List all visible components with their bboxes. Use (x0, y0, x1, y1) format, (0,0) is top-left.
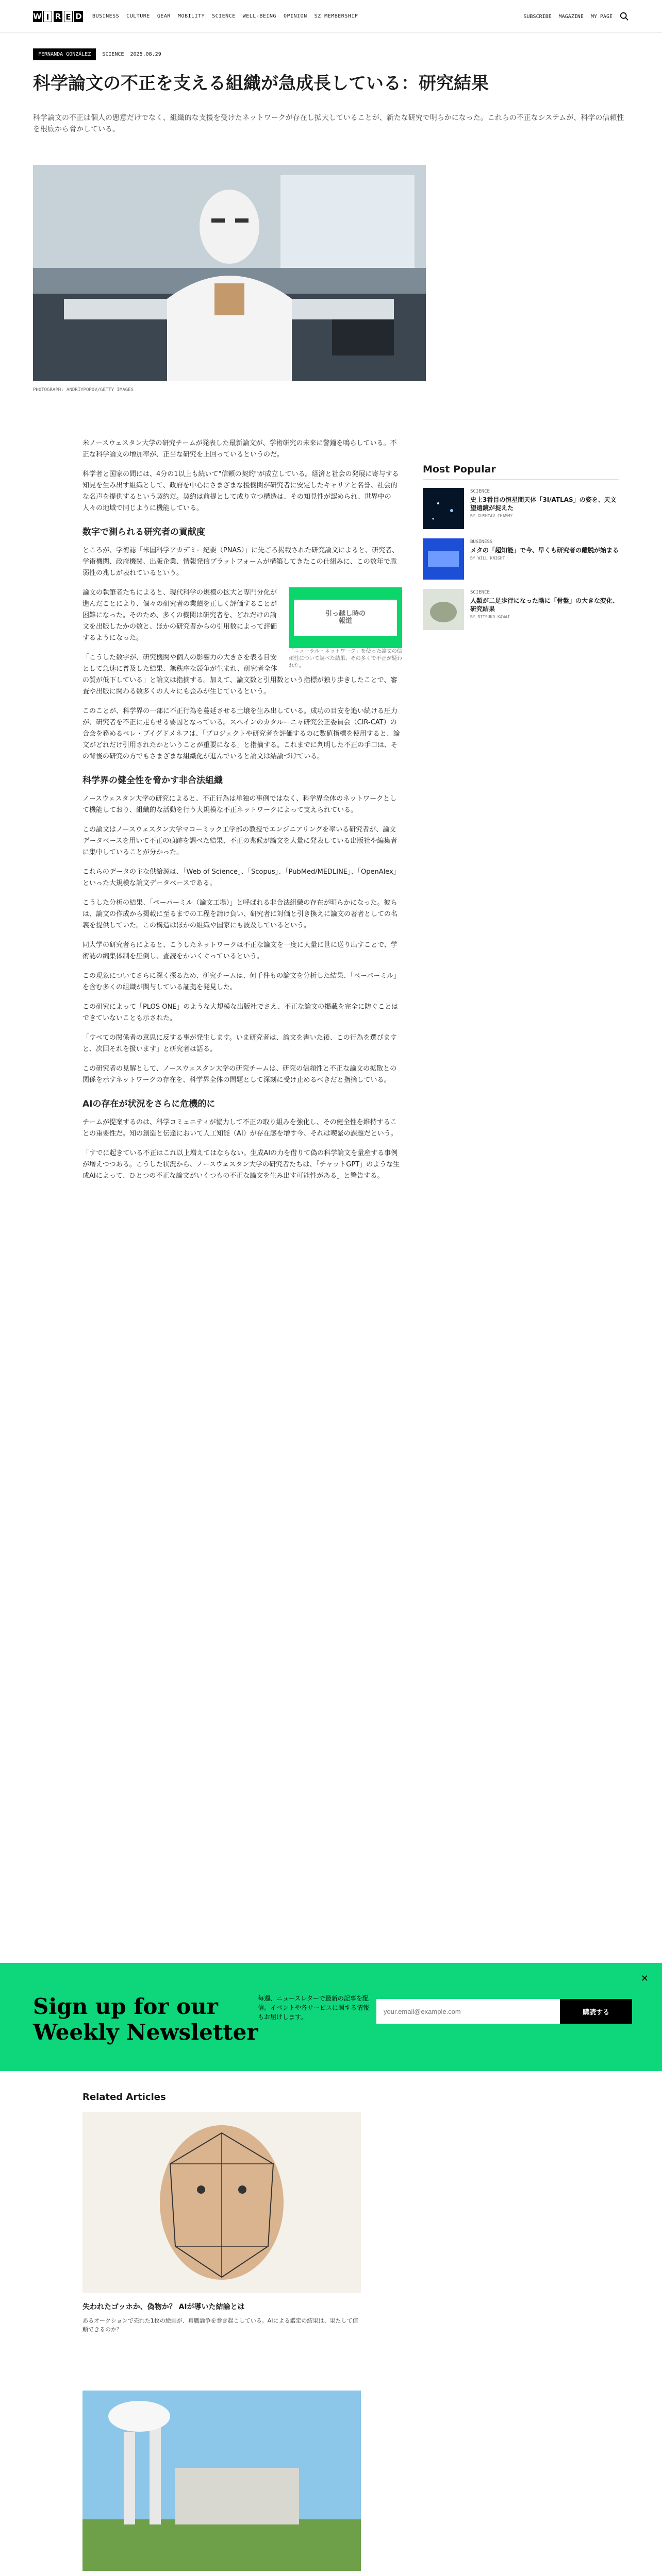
subheading: AIの存在が状況をさらに危機的に (82, 1099, 216, 1109)
subscribe-button[interactable]: 購読する (560, 1999, 632, 2024)
author-badge[interactable]: FERNANDA GONZÁLEZ (33, 48, 96, 60)
category-label[interactable]: SCIENCE (102, 52, 124, 57)
related-articles-heading: Related Articles (82, 2092, 166, 2103)
header-right (523, 0, 629, 33)
related-article[interactable] (82, 2391, 361, 2576)
nav-well-being[interactable]: WELL-BEING (242, 13, 276, 19)
article-title: 科学論文の不正を支える組織が急成長している：研究結果 (33, 73, 489, 94)
related-article[interactable]: 失われたゴッホか、偽物か？ AIが導いた結論とは あるオークションで売れた1枚の絵画が、真贋論争を巻き起こしている。AIによる鑑定の結果は、果たして信頼できるのか？ (82, 2112, 361, 2334)
newsletter-email-input[interactable] (376, 1999, 560, 2024)
article-dek: 科学論文の不正は個人の悪意だけでなく、組織的な支援を受けたネットワークが存在し拡大していることが、新たな研究で明らかになった。これらの不正なシステムが、科学の信頼性を根底から脅かしている。 (33, 114, 624, 133)
main-nav (92, 13, 358, 19)
subscribe-link[interactable]: SUBSCRIBE (523, 13, 552, 20)
most-popular-sidebar (423, 464, 619, 639)
popular-thumb (423, 488, 464, 529)
subheading: 科学界の健全性を脅かす非合法組織 (82, 775, 223, 786)
popular-thumb (423, 589, 464, 630)
nav-membership[interactable]: SZ MEMBERSHIP (314, 13, 358, 19)
most-popular-heading: Most Popular (423, 464, 619, 480)
article-body: 米ノースウェスタン大学の研究チームが発表した最新論文が、学術研究の未来に警鐘を鳴らしている。不正な科学論文の増加率が、正当な研究を上回っているというのだ。 科学者と国家の間には、4分の1以上も続いて"信頼の契約"が成立している。経済と社会の発展に寄与する知見を生み出す組織として、政府を中心にさまざまな援機関が研究者に安定したキャリアと名誉、社会的な名声を提供するという契約だ。契約は前提として成り立つ構造は、その知見性が認められ、世界中の人々の地域で同じように機能している。 数字で測られる研究者の貢献度 ところが、学術誌「米国科学アカデミー紀要（PNAS）」に先ごろ掲載された研究論文によると、研究者、学術機関、政府機関、出版企業、情報発信プラットフォームが構築してきたこの仕組みに、この数年で脆弱性の兆しが表れているという。 引っ越し時の 報道 「ニューラル・ネットワーク」を使った論文の信頼性について調べた結果、その多くで不正が疑われた。 論文の執筆者たちによると、現代科学の規模の拡大と専門分化が進んだことにより、個々の研究者の業績を正しく評価することが困難になった。そのため、多くの機関は研究者を、どれだけの論文を出版したかの数と、ほかの研究者からの引用数によって評価するようになった。 「こうした数字が、研究機関や個人の影響力の大きさを表る目安として急速に普及した結果、無秩序な競争が生まれ、研究者全体の質が低下している」と論文は指摘する。加えて、論文数と引用数という指標が独り歩きしたことで、審査や出版に関わる数多くの人々にも歪みが生じているという。 このことが、科学界の一部に不正行為を蔓延させる土壌を生み出している。成功の目安を追い続ける圧力が、研究者を不正に走らせる要因となっている。スペインのカタルーニャ研究公正委員会（CIR-CAT）の合会を務めるペレ・ブイグドメネフは、「プロジェクトや研究者を評価するのに数値指標を使用すると、論文がどれだけ引用されたかということが重要になる」と指摘する。これまでに判明した不正の手口は、その背後の研究の方でもさまざまな組織化が進んでいると論文は結論づけている。 科学界の健全性を脅かす非合法組織 ノースウェスタン大学の研究によると、不正行為は単独の事例ではなく、科学界全体のネットワークとして機能しており、組織的な活動を行う大規模な不正ネットワークによって支えられている。 この論文はノースウェスタン大学マコーミック工学部の教授でエンジニアリングを率いる研究者が、論文データベースを用いて不正の痕跡を調べた結果、不正の兆候が論文を大量に発表している出版社や編集者に集中していることが分かった。 これらのデータの主な供給源は、「Web of Science」、「Scopus」、「PubMed/MEDLINE」、「OpenAlex」といった大規模な論文データベースである。 こうした分析の結果、「ペーパーミル（論文工場）」と呼ばれる非合法組織の存在が明らかになった。彼らは、論文の作成から掲載に至るまでの工程を請け負い、研究者に対価と引き換えに論文の著者としての名義を提供していた。この構造はほかの組織や国家にも波及しているという。 同大学の研究者らによると、こうしたネットワークは不正な論文を一度に大量に世に送り出すことで、学術誌の編集体制を圧倒し、査読をかいくぐっているという。 この現象についてさらに深く探るため、研究チームは、何千件もの論文を分析した結果、「ペーパーミル」を含む多くの組織が関与している証拠を発見した。 この研究によって「PLOS ONE」のような大規模な出版社でさえ、不正な論文の掲載を完全に防ぐことはできていないことも示された。 「すべての関係者の意思に反する事が発生します。いま研究者は、論文を書いた後、この行為を選びますと、次回それを扱います」と研究者は語る。 この研究者の見解として、ノースウェスタン大学の研究チームは、研究の信頼性と不正な論文の拡散との関係を示すネットワークの存在を、科学界全体の問題として深刻に受け止めるべきだと指摘している。 AIの存在が状況をさらに危機的に チームが提案するのは、科学コミュニティが協力して不正の取り組みを強化し、その健全性を維持することの重要性だ。知の創造と伝達において人工知能（AI）が存在感を増す今、それは喫緊の課題だという。 「すでに起きている不正はこれ以上増えてはならない。生成AIの力を借りて偽の科学論文を量産する事例が増えつつある。こうした状況から、ノースウェスタン大学の研究者たちは、「チャットGPT」のような生成AIによって、ひとつの不正な論文がいくつもの不正な論文を生み出す可能性がある」と警告する。 (82, 439, 402, 1180)
nav-mobility[interactable]: MOBILITY (177, 13, 205, 19)
magazine-link[interactable]: MAGAZINE (558, 13, 584, 20)
nav-culture[interactable]: CULTURE (126, 13, 150, 19)
newsletter-description: 毎週、ニュースレターで最新の記事を配信。イベントや各サービスに関する情報もお届けします。 (258, 1995, 370, 2021)
popular-thumb (423, 538, 464, 580)
inline-related-caption[interactable]: 「ニューラル・ネットワーク」を使った論文の信頼性について調べた結果、その多くで不正が疑われた。 (289, 649, 402, 669)
site-header (0, 0, 662, 33)
subheading: 数字で測られる研究者の貢献度 (82, 527, 205, 537)
close-icon[interactable]: ✕ (640, 1973, 649, 1984)
inline-related-image: 引っ越し時の 報道 (289, 587, 402, 648)
search-icon[interactable] (620, 12, 629, 21)
newsletter-banner (0, 1963, 662, 2071)
related-image (82, 2391, 361, 2571)
related-image (82, 2112, 361, 2293)
newsletter-title: Sign up for our Weekly Newsletter (33, 1994, 258, 2045)
inline-related-card[interactable] (289, 587, 402, 670)
popular-item[interactable]: BUSINESS メタの「超知能」で今、早くも研究者の離脱が始まる BY WILL KNIGHT (423, 538, 619, 580)
popular-item[interactable]: SCIENCE 人類が二足歩行になった陰に「骨盤」の大きな変化、研究結果 BY RITSUKO KAWAI (423, 589, 619, 630)
nav-opinion[interactable]: OPINION (283, 13, 307, 19)
wired-logo[interactable]: W I R E D (33, 11, 83, 22)
nav-business[interactable]: BUSINESS (92, 13, 120, 19)
photo-credit: PHOTOGRAPH: ANDRIYPOPOV/GETTY IMAGES (33, 387, 134, 393)
my-page-link[interactable]: MY PAGE (590, 13, 613, 20)
article-meta (33, 48, 161, 60)
publish-date: 2025.08.29 (130, 52, 161, 57)
nav-science[interactable]: SCIENCE (212, 13, 236, 19)
hero-image (33, 165, 426, 381)
popular-item[interactable]: SCIENCE 史上3番目の恒星間天体「3I/ATLAS」の姿を、天文望遠鏡が捉えた BY GUSHTAV CHAMMY (423, 488, 619, 529)
nav-gear[interactable]: GEAR (157, 13, 171, 19)
